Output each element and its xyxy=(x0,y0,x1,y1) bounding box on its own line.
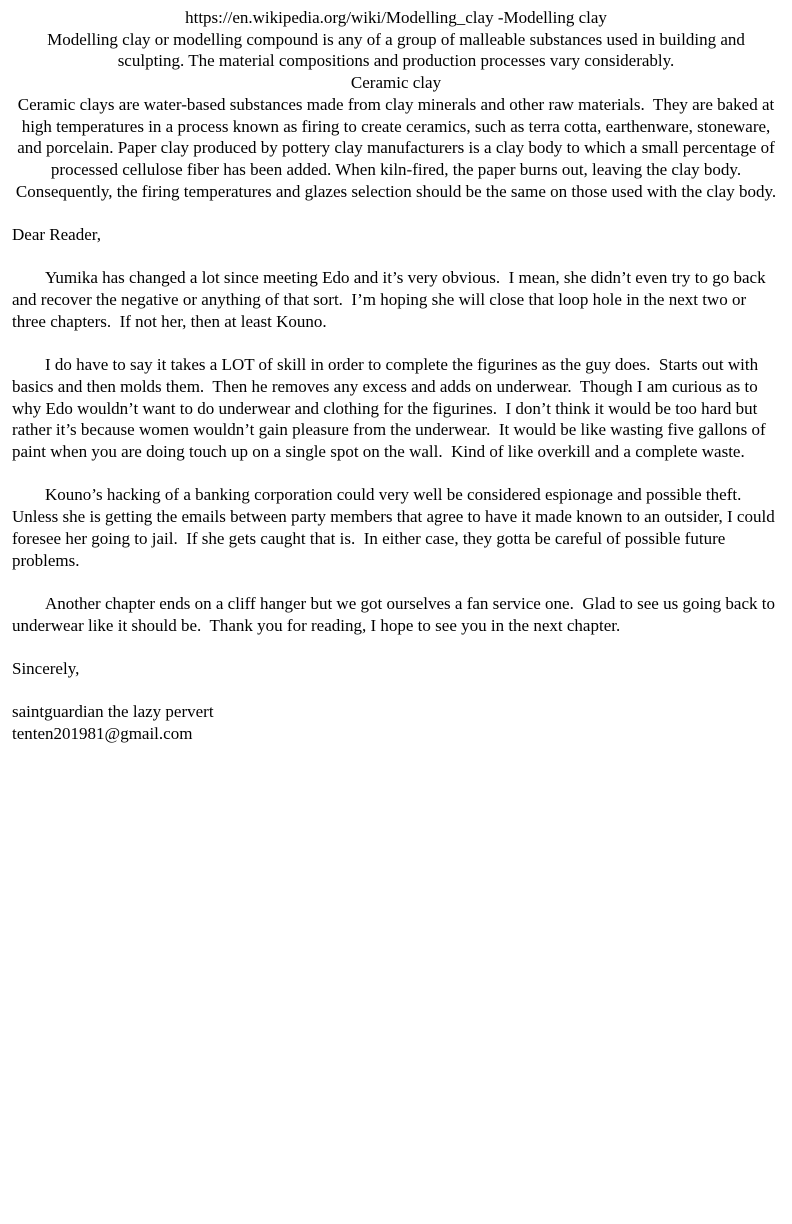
salutation: Dear Reader, xyxy=(12,225,101,245)
modelling-clay-intro: Modelling clay or modelling compound is any of a group of malleable substances used in building and sculpting. The material compositions and production processes vary considerably. xyxy=(47,29,750,71)
signature-name: saintguardian the lazy pervert xyxy=(12,702,214,722)
source-url-line: https://en.wikipedia.org/wiki/Modelling_clay -Modelling clay xyxy=(185,8,607,27)
signature-block xyxy=(12,701,780,744)
letter-paragraph: I do have to say it takes a LOT of skill in order to complete the figurines as the guy does. Starts out with basics and then molds them. Then he removes any excess and adds on underwear. Though I am curious as to why Edo wouldn’t want to do underwear and clothing for the figurines. I don’t think it would be too hard but rather it’s because women wouldn’t gain pleasure from the underwear. It would be like wasting five gallons of paint when you are doing touch up on a single spot on the wall. Kind of like overkill and a complete waste. xyxy=(12,355,770,462)
letter-paragraph: Yumika has changed a lot since meeting Edo and it’s very obvious. I mean, she didn’t even try to go back and recover the negative or anything of that sort. I’m hoping she will close that loop hole in the next two or three chapters. If not her, then at least Kouno. xyxy=(12,268,770,331)
letter-paragraph: Kouno’s hacking of a banking corporation could very well be considered espionage and possible theft. Unless she is getting the emails between party members that agree to have it made known to an outsider, I could foresee her going to jail. If she gets caught that is. In either case, they gotta be careful of possible future problems. xyxy=(12,485,779,570)
ceramic-clay-heading: Ceramic clay xyxy=(350,73,442,93)
letter-paragraph: Another chapter ends on a cliff hanger but we got ourselves a fan service one. Glad to see us going back to underwear like it should be. Thank you for reading, I hope to see you in the next chapter. xyxy=(12,593,780,635)
ceramic-clay-body: Ceramic clays are water-based substances made from clay minerals and other raw materials. They are baked at high temperatures in a process known as firing to create ceramics, such as terra cotta, earthenware, stoneware, and porcelain. Paper clay produced by pottery clay manufacturers is a clay body to which a small percentage of processed cellulose fiber has been added. When kiln-fired, the paper burns out, leaving the clay body. Consequently, the firing temperatures and glazes selection should be the same on those used with the clay body. xyxy=(15,94,780,201)
closing: Sincerely, xyxy=(12,659,80,678)
letter-block xyxy=(12,224,780,745)
signature-email: tenten201981@gmail.com xyxy=(12,724,193,744)
header-block xyxy=(12,7,780,202)
